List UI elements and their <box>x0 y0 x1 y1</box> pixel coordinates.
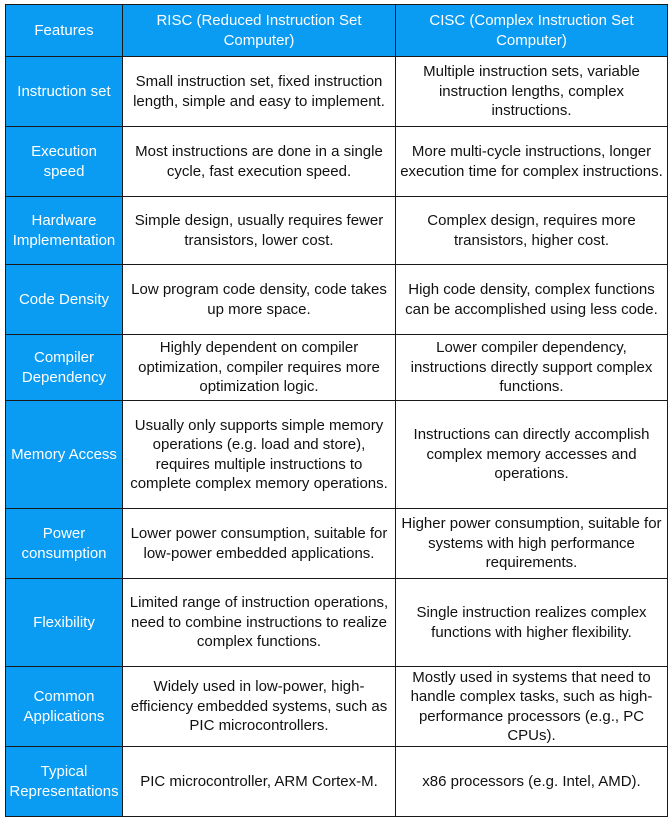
comparison-table <box>5 4 668 817</box>
risc-cell: Usually only supports simple memory operations (e.g. load and store), requires multiple instructions to complete complex memory operations. <box>123 401 396 509</box>
cisc-cell: Higher power consumption, suitable for systems with high performance requirements. <box>396 509 668 579</box>
table-row <box>6 579 668 667</box>
table-row <box>6 335 668 401</box>
table-row <box>6 57 668 127</box>
header-cisc: CISC (Complex Instruction Set Computer) <box>396 5 668 57</box>
table-row <box>6 401 668 509</box>
feature-cell: Power consumption <box>6 509 123 579</box>
risc-cell: Low program code density, code takes up more space. <box>123 265 396 335</box>
cisc-cell: Mostly used in systems that need to handle complex tasks, such as high-performance processors (e.g., PC CPUs). <box>396 667 668 747</box>
risc-cell: Most instructions are done in a single cycle, fast execution speed. <box>123 127 396 197</box>
feature-cell: Memory Access <box>6 401 123 509</box>
risc-cell: Small instruction set, fixed instruction length, simple and easy to implement. <box>123 57 396 127</box>
risc-cell: Limited range of instruction operations, need to combine instructions to realize complex functions. <box>123 579 396 667</box>
cisc-cell: Complex design, requires more transistors, higher cost. <box>396 197 668 265</box>
cisc-cell: Lower compiler dependency, instructions directly support complex functions. <box>396 335 668 401</box>
table-row <box>6 127 668 197</box>
cisc-cell: High code density, complex functions can be accomplished using less code. <box>396 265 668 335</box>
table-row <box>6 667 668 747</box>
feature-cell: Execution speed <box>6 127 123 197</box>
table-row <box>6 197 668 265</box>
header-row <box>6 5 668 57</box>
risc-cell: Widely used in low-power, high-efficiency embedded systems, such as PIC microcontrollers. <box>123 667 396 747</box>
feature-cell: Compiler Dependency <box>6 335 123 401</box>
risc-cell: Lower power consumption, suitable for low-power embedded applications. <box>123 509 396 579</box>
header-features: Features <box>6 5 123 57</box>
cisc-cell: More multi-cycle instructions, longer execution time for complex instructions. <box>396 127 668 197</box>
table-row <box>6 747 668 817</box>
feature-cell: Flexibility <box>6 579 123 667</box>
feature-cell: Common Applications <box>6 667 123 747</box>
risc-cell: Simple design, usually requires fewer transistors, lower cost. <box>123 197 396 265</box>
cisc-cell: Multiple instruction sets, variable instruction lengths, complex instructions. <box>396 57 668 127</box>
cisc-cell: Instructions can directly accomplish complex memory accesses and operations. <box>396 401 668 509</box>
cisc-cell: Single instruction realizes complex functions with higher flexibility. <box>396 579 668 667</box>
risc-cell: Highly dependent on compiler optimization, compiler requires more optimization logic. <box>123 335 396 401</box>
feature-cell: Instruction set <box>6 57 123 127</box>
feature-cell: Code Density <box>6 265 123 335</box>
feature-cell: Hardware Implementation <box>6 197 123 265</box>
feature-cell: Typical Representations <box>6 747 123 817</box>
table-row <box>6 509 668 579</box>
cisc-cell: x86 processors (e.g. Intel, AMD). <box>396 747 668 817</box>
header-risc: RISC (Reduced Instruction Set Computer) <box>123 5 396 57</box>
risc-cell: PIC microcontroller, ARM Cortex-M. <box>123 747 396 817</box>
table-row <box>6 265 668 335</box>
